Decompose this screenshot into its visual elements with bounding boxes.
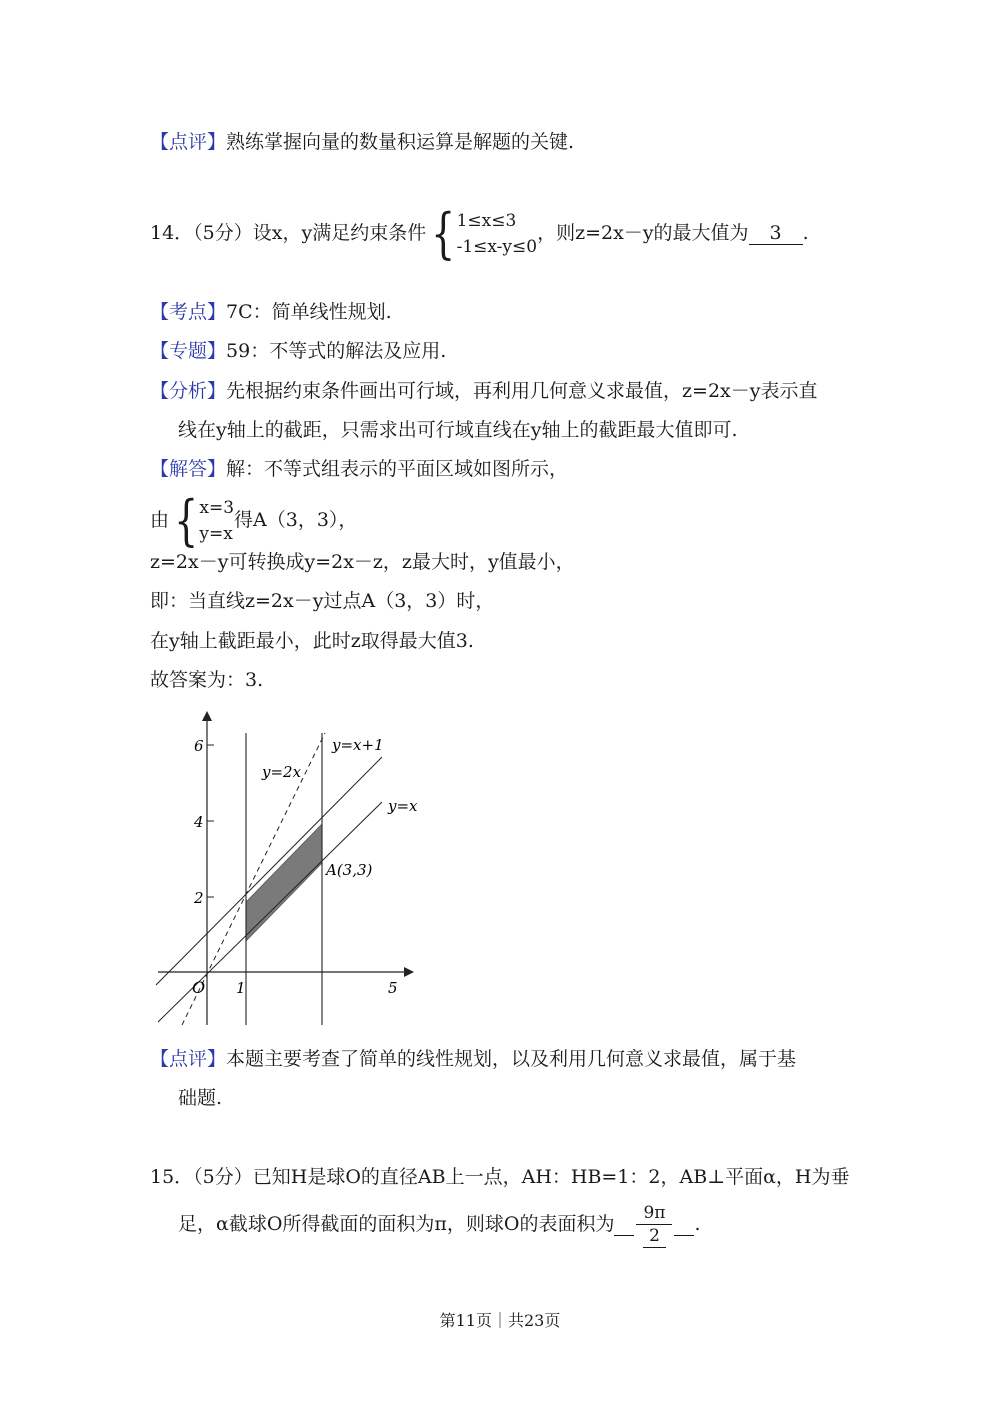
q14-suffix: ，则z=2x－y的最大值为 (537, 222, 749, 244)
answer-denominator: 2 (643, 1225, 666, 1248)
solution-line-3: 在y轴上截距最小，此时z取得最大值3. (150, 630, 474, 652)
y-tick-label-6: 6 (194, 737, 204, 755)
page-footer: 第11页｜共23页 (439, 1311, 561, 1330)
constraint-2: -1≤x-y≤0 (456, 237, 538, 257)
solution-line-4: 故答案为：3. (150, 669, 264, 691)
fenxi-text-2: 线在y轴上的截距，只需求出可行域直线在y轴上的截距最大值即可. (178, 419, 738, 441)
kaodian-tag: 【考点】 (150, 301, 227, 323)
label-y-2x: y=2x (262, 763, 302, 781)
x-axis-arrow-icon (404, 967, 414, 977)
y-tick-label-2: 2 (194, 889, 204, 907)
fenxi-text-1: 先根据约束条件画出可行域，再利用几何意义求最值，z=2x－y表示直 (226, 380, 818, 402)
sys2-eq-1: x=3 (199, 498, 235, 518)
jieda-text: 解：不等式组表示的平面区域如图所示， (226, 458, 569, 480)
kaodian (150, 298, 392, 326)
x-tick-label-5: 5 (388, 979, 398, 997)
answer-numerator: 9π (643, 1203, 666, 1223)
q14-answer: 3 (749, 222, 803, 245)
x-tick-label-1: 1 (236, 979, 246, 997)
fenxi (150, 377, 818, 405)
q15-line-1: 15．（5分）已知H是球O的直径AB上一点，AH：HB=1：2，AB⊥平面α，H为垂 (150, 1166, 850, 1188)
comment-14 (150, 1045, 796, 1073)
feasible-region-graph (150, 705, 430, 1030)
q15-line-2 (178, 1202, 701, 1248)
label-point-a: A(3,3) (326, 861, 373, 879)
comment-tag: 【点评】 (150, 131, 227, 153)
y-axis-arrow-icon (202, 711, 212, 721)
q15-answer (614, 1202, 694, 1248)
label-y-x: y=x (388, 797, 418, 815)
system-2 (150, 489, 358, 552)
origin-label: O (192, 978, 206, 997)
q15-end: . (694, 1213, 701, 1235)
solution-line-2: 即：当直线z=2x－y过点A（3，3）时， (150, 590, 495, 612)
q14-end: . (802, 222, 809, 244)
zhuanti (150, 337, 446, 365)
comment14-text-2: 础题. (178, 1087, 223, 1109)
jieda (150, 455, 568, 483)
q14-prefix: 14．（5分）设x，y满足约束条件 (150, 222, 427, 244)
zhuanti-tag: 【专题】 (150, 340, 227, 362)
constraint-1: 1≤x≤3 (456, 211, 517, 231)
kaodian-text: 7C：简单线性规划. (226, 301, 392, 323)
sys2-suffix: 得A（3，3）， (234, 509, 358, 531)
brace-icon: { (431, 202, 456, 265)
sys2-prefix: 由 (150, 509, 170, 531)
comment-13 (150, 128, 574, 156)
comment-text: 熟练掌握向量的数量积运算是解题的关键. (226, 131, 575, 153)
y-tick-label-4: 4 (194, 813, 204, 831)
brace-icon: { (174, 489, 199, 552)
question-14 (150, 202, 809, 265)
sys2-block (169, 489, 235, 552)
jieda-tag: 【解答】 (150, 458, 227, 480)
constraint-system (426, 202, 538, 265)
solution-line-1: z=2x－y可转换成y=2x－z，z最大时，y值最小， (150, 551, 575, 573)
zhuanti-text: 59：不等式的解法及应用. (226, 340, 447, 362)
q15-text: 足，α截球O所得截面的面积为π，则球O的表面积为 (178, 1213, 615, 1235)
fenxi-tag: 【分析】 (150, 380, 227, 402)
comment14-text-1: 本题主要考查了简单的线性规划，以及利用几何意义求最值，属于基 (226, 1048, 797, 1070)
sys2-eq-2: y=x (199, 524, 233, 544)
label-y-x-plus-1: y=x+1 (332, 736, 384, 754)
comment14-tag: 【点评】 (150, 1048, 227, 1070)
